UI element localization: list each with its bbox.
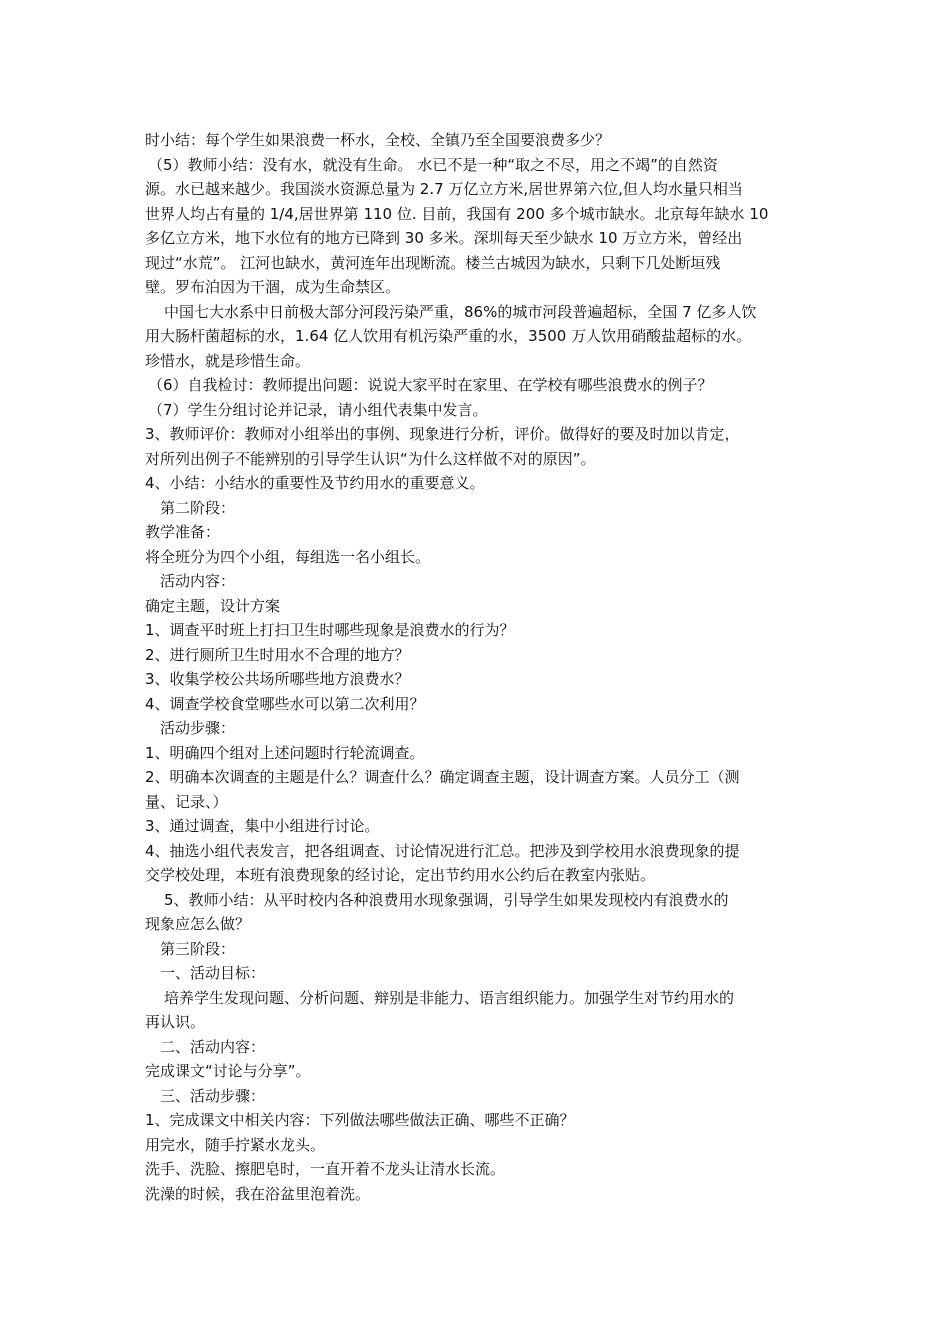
text-line: 完成课文“讨论与分享”。 bbox=[145, 1062, 311, 1080]
text-line: 活动步骤： bbox=[160, 719, 236, 737]
text-line: 源。水已越来越少。我国淡水资源总量为 2.7 万亿立方米,居世界第六位,但人均水量只相当 bbox=[145, 180, 743, 198]
text-line: 3、通过调查，集中小组进行讨论。 bbox=[145, 817, 380, 835]
text-line: 现象应怎么做？ bbox=[145, 915, 251, 933]
text-line: 教学准备： bbox=[145, 523, 221, 541]
text-line: 现过“水荒”。 江河也缺水，黄河连年出现断流。楼兰古城因为缺水，只剩下几处断垣残 bbox=[145, 253, 721, 272]
text-line: （7）学生分组讨论并记录，请小组代表集中发言。 bbox=[148, 400, 488, 419]
text-line: 用大肠杆菌超标的水，1.64 亿人饮用有机污染严重的水，3500 万人饮用硝酸盐超标的水。 bbox=[145, 327, 752, 345]
text-line: （5）教师小结：没有水，就没有生命。 水已不是一种“取之不尽，用之不竭”的自然资 bbox=[148, 155, 718, 174]
text-line: 二、活动内容： bbox=[160, 1037, 266, 1056]
text-line: 量、记录、） bbox=[145, 792, 228, 811]
text-line: 培养学生发现问题、分析问题、辩别是非能力、语言组织能力。加强学生对节约用水的 bbox=[164, 988, 735, 1007]
text-line: 4、小结：小结水的重要性及节约用水的重要意义。 bbox=[145, 474, 485, 492]
text-line: 活动内容： bbox=[160, 572, 236, 590]
text-line: 中国七大水系中日前极大部分河段污染严重，86%的城市河段普遍超标，全国 7 亿多人饮 bbox=[164, 302, 757, 321]
text-line: 2、进行厕所卫生时用水不合理的地方？ bbox=[145, 645, 410, 664]
text-line: 珍惜水，就是珍惜生命。 bbox=[145, 351, 311, 370]
text-line: 5、教师小结：从平时校内各种浪费用水现象强调，引导学生如果发现校内有浪费水的 bbox=[164, 890, 729, 909]
text-line: 洗手、洗脸、擦肥皂时，一直开着不龙头让清水长流。 bbox=[145, 1160, 506, 1178]
text-line: 3、教师评价：教师对小组举出的事例、现象进行分析，评价。做得好的要及时加以肯定， bbox=[145, 425, 740, 443]
text-line: 再认识。 bbox=[145, 1013, 206, 1031]
text-line: 第二阶段： bbox=[160, 498, 236, 517]
text-line: 对所列出例子不能辨别的引导学生认识“为什么这样做不对的原因”。 bbox=[145, 449, 596, 468]
text-line: 4、调查学校食堂哪些水可以第二次利用？ bbox=[145, 694, 425, 713]
text-line: 时小结：每个学生如果浪费一杯水，全校、全镇乃至全国要浪费多少？ bbox=[145, 131, 611, 149]
text-line: 多亿立方米，地下水位有的地方已降到 30 多米。深圳每天至少缺水 10 万立方米，曾经出 bbox=[145, 229, 743, 247]
text-line: （6）自我检讨：教师提出问题：说说大家平时在家里、在学校有哪些浪费水的例子？ bbox=[148, 376, 713, 394]
text-line: 4、抽选小组代表发言，把各组调查、讨论情况进行汇总。把涉及到学校用水浪费现象的提 bbox=[145, 841, 740, 860]
text-line: 壁。罗布泊因为干涸，成为生命禁区。 bbox=[145, 278, 401, 296]
text-line: 3、收集学校公共场所哪些地方浪费水？ bbox=[145, 670, 410, 688]
text-line: 1、完成课文中相关内容：下列做法哪些做法正确、哪些不正确？ bbox=[145, 1111, 575, 1129]
text-line: 三、活动步骤： bbox=[160, 1086, 266, 1105]
text-line: 1、明确四个组对上述问题时行轮流调查。 bbox=[145, 743, 425, 762]
text-line: 2、明确本次调查的主题是什么？调查什么？确定调查主题，设计调查方案。人员分工（测 bbox=[145, 768, 740, 786]
text-line: 1、调查平时班上打扫卫生时哪些现象是浪费水的行为？ bbox=[145, 621, 515, 639]
text-line: 将全班分为四个小组，每组选一名小组长。 bbox=[145, 547, 431, 566]
text-line: 世界人均占有量的 1/4,居世界第 110 位. 目前，我国有 200 多个城市缺水。北京每年缺水 10 bbox=[145, 204, 769, 223]
text-line: 用完水，随手拧紧水龙头。 bbox=[145, 1135, 326, 1154]
document-body bbox=[145, 128, 817, 1206]
text-line: 确定主题，设计方案 bbox=[145, 596, 281, 615]
text-line: 一、活动目标： bbox=[160, 964, 266, 982]
text-line: 第三阶段： bbox=[160, 939, 236, 958]
text-line: 洗澡的时候，我在浴盆里泡着洗。 bbox=[145, 1184, 371, 1203]
text-line: 交学校处理，本班有浪费现象的经讨论，定出节约用水公约后在教室内张贴。 bbox=[145, 866, 656, 884]
